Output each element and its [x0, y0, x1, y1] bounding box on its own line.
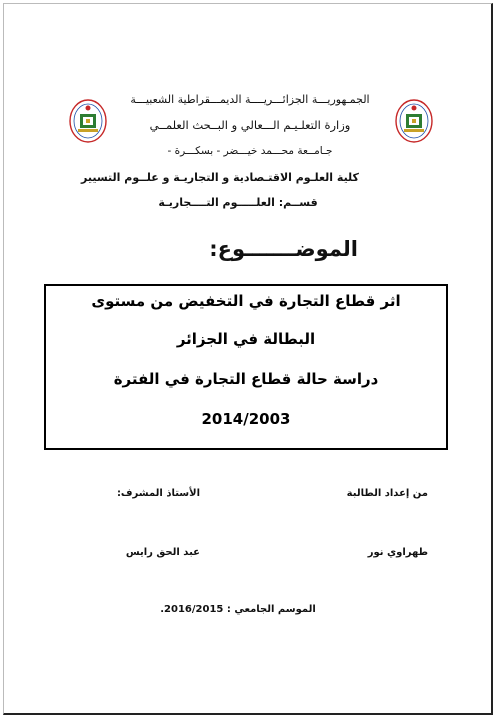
- header-department: قســم: العلـــــوم التــــجاريـة: [158, 196, 318, 209]
- title-line-1: اثر قطاع التجارة في التخفيض من مستوى: [91, 292, 401, 310]
- header-faculty: كلية العلـوم الاقتـصادية و التجاريـة و علــوم التسيير: [81, 171, 359, 184]
- title-line-2: البطالة في الجزائر: [176, 330, 316, 348]
- header-ministry: وزارة التعلـيـم الـــعالي و البــحث العلمــي: [149, 118, 351, 132]
- student-name: طهراوي نور: [367, 547, 428, 558]
- supervisor-name: عبد الحق رايس: [125, 547, 200, 558]
- student-label: من إعداد الطالبة: [346, 488, 428, 499]
- supervisor-label: الأستاذ المشرف:: [116, 488, 200, 499]
- subject-label: الموضـــــــوع:: [209, 237, 358, 261]
- header-republic: الجمـهوريـــة الجزائـــريــــة الديمـــقراطية الشعبيـــة: [130, 93, 370, 106]
- title-box: [44, 284, 448, 450]
- title-line-4: 2014/2003: [201, 410, 291, 428]
- academic-year: الموسم الجامعي : 2016/2015.: [160, 604, 316, 615]
- header-university: جـامــعة محـــمد خيـــضر - بسكـــرة -: [167, 145, 333, 157]
- title-line-3: دراسة حالة قطاع التجارة في الفترة: [113, 370, 379, 388]
